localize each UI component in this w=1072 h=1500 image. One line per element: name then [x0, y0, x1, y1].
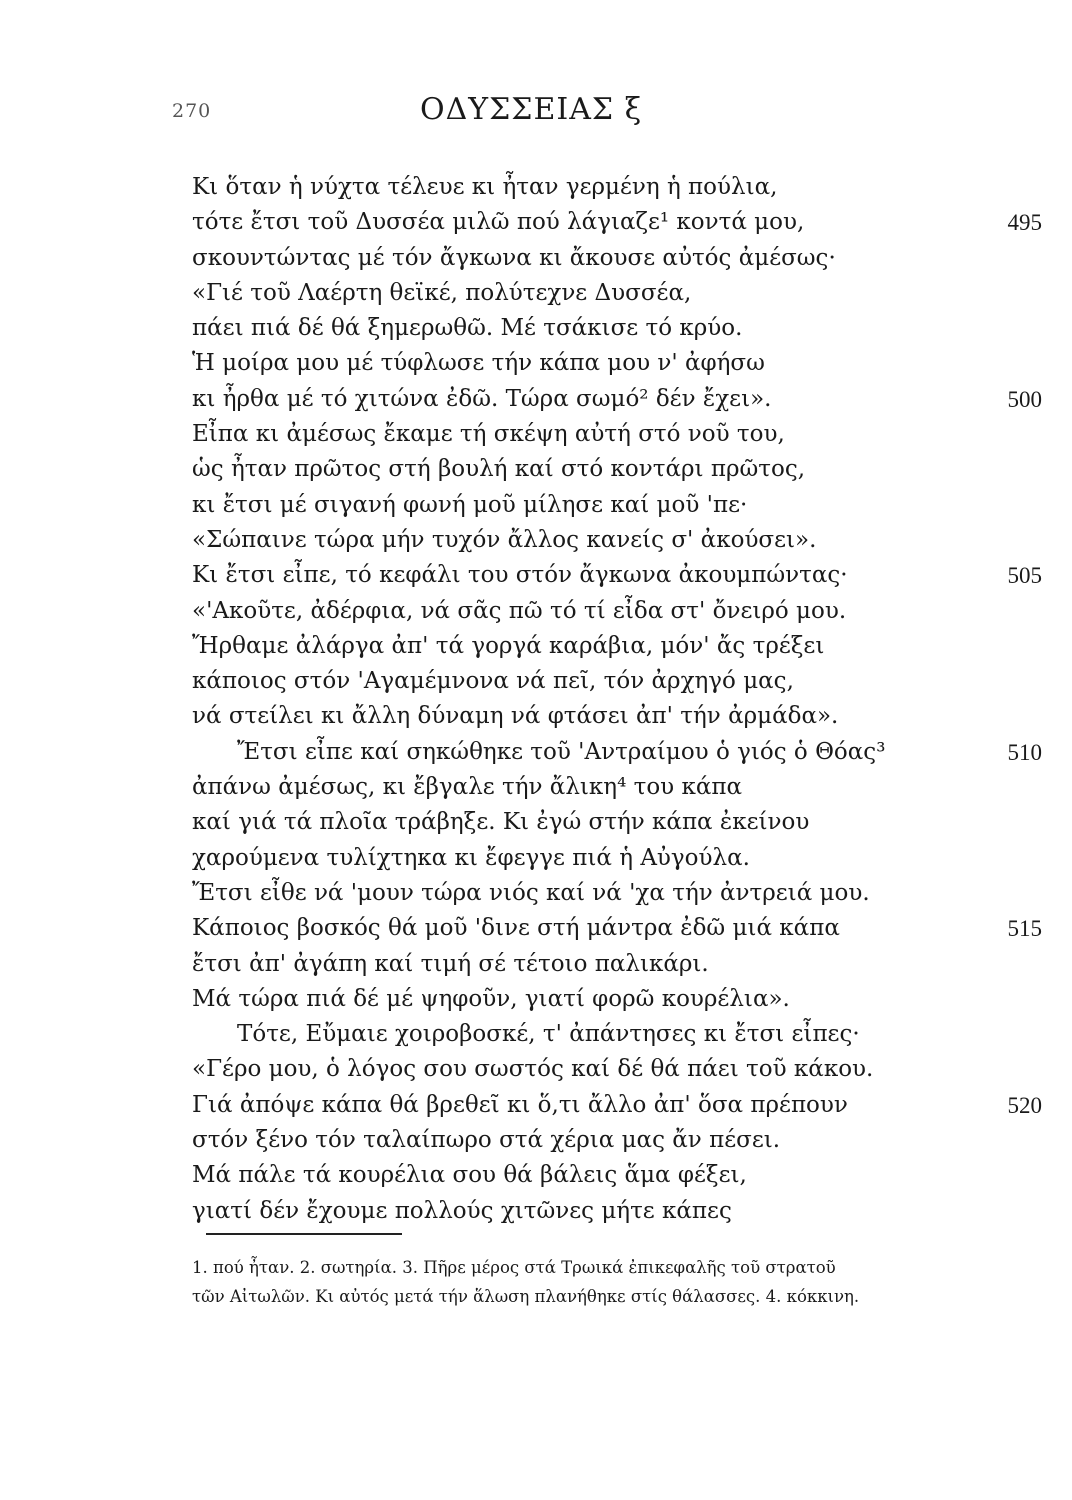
verse-line [192, 1123, 1042, 1158]
verse-line [192, 170, 1042, 205]
verse-number: 505 [1007, 563, 1042, 589]
verse-text: κάποιος στόν 'Αγαμέμνονα νά πεῖ, τόν ἀρχηγό μας, [192, 668, 794, 695]
verse-line [192, 770, 1042, 805]
verse-line [192, 1158, 1042, 1193]
verse-text: τότε ἔτσι τοῦ Δυσσέα μιλῶ πού λάγιαζε¹ κοντά μου, [192, 209, 805, 236]
footnotes [192, 1253, 1052, 1311]
verse-text: Κι ἔτσι εἶπε, τό κεφάλι του στόν ἄγκωνα ἀκουμπώντας· [192, 562, 848, 589]
verse-text: Ἤρθαμε ἀλάργα ἀπ' τά γοργά καράβια, μόν' ἄς τρέξει [192, 632, 825, 659]
footnote-line-2: τῶν Αἰτωλῶν. Κι αὐτός μετά τήν ἅλωση πλανήθηκε στίς θάλασσες. 4. κόκκινη. [192, 1287, 860, 1306]
verse-line [192, 735, 1042, 770]
verse-line [192, 382, 1042, 417]
verse-line [192, 841, 1042, 876]
verse-text: Κάποιος βοσκός θά μοῦ 'δινε στή μάντρα ἐδῶ μιά κάπα [192, 915, 840, 942]
verse-text: «Γιέ τοῦ Λαέρτη θεϊκέ, πολύτεχνε Δυσσέα, [192, 279, 692, 306]
verse-line [192, 346, 1042, 381]
verse-text: «Γέρο μου, ὁ λόγος σου σωστός καί δέ θά πάει τοῦ κάκου. [192, 1056, 874, 1083]
verse-line [192, 311, 1042, 346]
verse-text: Μά τώρα πιά δέ μέ ψηφοῦν, γιατί φορῶ κουρέλια». [192, 985, 790, 1012]
verse-text: Μά πάλε τά κουρέλια σου θά βάλεις ἅμα φέξει, [192, 1162, 747, 1189]
verse-line [192, 876, 1042, 911]
verse-line [192, 594, 1042, 629]
verse-line [192, 523, 1042, 558]
verse-text: Γιά ἀπόψε κάπα θά βρεθεῖ κι ὅ,τι ἄλλο ἀπ' ὅσα πρέπουν [192, 1091, 848, 1118]
verse-line [192, 1194, 1042, 1229]
verse-text: Ἡ μοίρα μου μέ τύφλωσε τήν κάπα μου ν' ἀφήσω [192, 350, 765, 377]
verse-line [192, 947, 1042, 982]
verse-line [192, 558, 1042, 593]
verse-text: κι ἦρθα μέ τό χιτώνα ἐδῶ. Τώρα σωμό² δέν ἔχει». [192, 385, 772, 412]
running-head-title: ΟΔΥΣΣΕΙΑΣ ξ [420, 92, 643, 127]
verse-text: Τότε, Εὔμαιε χοιροβοσκέ, τ' ἀπάντησες κι ἔτσι εἶπες· [237, 1021, 860, 1048]
verse-number: 495 [1007, 210, 1042, 236]
verse-text: ὡς ἦταν πρῶτος στή βουλή καί στό κοντάρι πρῶτος, [192, 456, 806, 483]
verse-line [192, 488, 1042, 523]
verse-text: Ἔτσι εἶπε καί σηκώθηκε τοῦ 'Αντραίμου ὁ γιός ὁ Θόας³ [237, 738, 886, 765]
verse-text: «'Ακοῦτε, ἀδέρφια, νά σᾶς πῶ τό τί εἶδα στ' ὄνειρό μου. [192, 597, 847, 624]
verse-text: «Σώπαινε τώρα μήν τυχόν ἄλλος κανείς σ' ἀκούσει». [192, 526, 817, 553]
verse-line [192, 629, 1042, 664]
verse-text: πάει πιά δέ θά ξημερωθῶ. Μέ τσάκισε τό κρύο. [192, 315, 743, 342]
verse-text: κι ἔτσι μέ σιγανή φωνή μοῦ μίλησε καί μοῦ 'πε· [192, 491, 748, 518]
verse-text: στόν ξένο τόν ταλαίπωρο στά χέρια μας ἄν πέσει. [192, 1127, 781, 1154]
verse-text: Κι ὅταν ἡ νύχτα τέλευε κι ἦταν γερμένη ἡ πούλια, [192, 174, 778, 200]
verse-text: χαρούμενα τυλίχτηκα κι ἔφεγγε πιά ἡ Αὐγούλα. [192, 844, 750, 871]
verse-line [192, 241, 1042, 276]
verse-line [192, 276, 1042, 311]
verse-text: γιατί δέν ἔχουμε πολλούς χιτῶνες μήτε κάπες [192, 1197, 732, 1224]
verse-line [192, 664, 1042, 699]
verse-number: 500 [1007, 386, 1042, 412]
footnote-line-1: 1. πού ἦταν. 2. σωτηρία. 3. Πῆρε μέρος στά Τρωικά ἐπικεφαλῆς τοῦ στρατοῦ [192, 1258, 836, 1277]
verse-line [192, 452, 1042, 487]
verse-text: Εἶπα κι ἀμέσως ἔκαμε τή σκέψη αὐτή στό νοῦ του, [192, 421, 785, 448]
verse-line [192, 805, 1042, 840]
footnote-divider [206, 1233, 402, 1235]
verse-line [192, 205, 1042, 240]
verse-number: 520 [1007, 1092, 1042, 1118]
verse-text: καί γιά τά πλοῖα τράβηξε. Κι ἐγώ στήν κάπα ἐκείνου [192, 809, 810, 836]
verse-line [192, 1088, 1042, 1123]
verse-line [192, 982, 1042, 1017]
verse-line [192, 1017, 1042, 1052]
verse-line [192, 911, 1042, 946]
verse-text: Ἔτσι εἶθε νά 'μουν τώρα νιός καί νά 'χα τήν ἀντρειά μου. [192, 879, 870, 906]
verse-line [192, 699, 1042, 734]
verse-number: 510 [1007, 739, 1042, 765]
verse-number: 515 [1007, 916, 1042, 942]
verse-line [192, 1052, 1042, 1087]
verse-text: ἔτσι ἀπ' ἀγάπη καί τιμή σέ τέτοιο παλικάρι. [192, 950, 709, 977]
verse-line [192, 417, 1042, 452]
page-number: 270 [172, 100, 212, 122]
verse-text: σκουντώντας μέ τόν ἄγκωνα κι ἄκουσε αὐτός ἀμέσως· [192, 244, 836, 271]
verse-text: ἀπάνω ἀμέσως, κι ἔβγαλε τήν ἄλικη⁴ του κάπα [192, 774, 743, 801]
poem-body [192, 170, 1042, 1229]
verse-text: νά στείλει κι ἄλλη δύναμη νά φτάσει ἀπ' τήν ἀρμάδα». [192, 703, 839, 730]
